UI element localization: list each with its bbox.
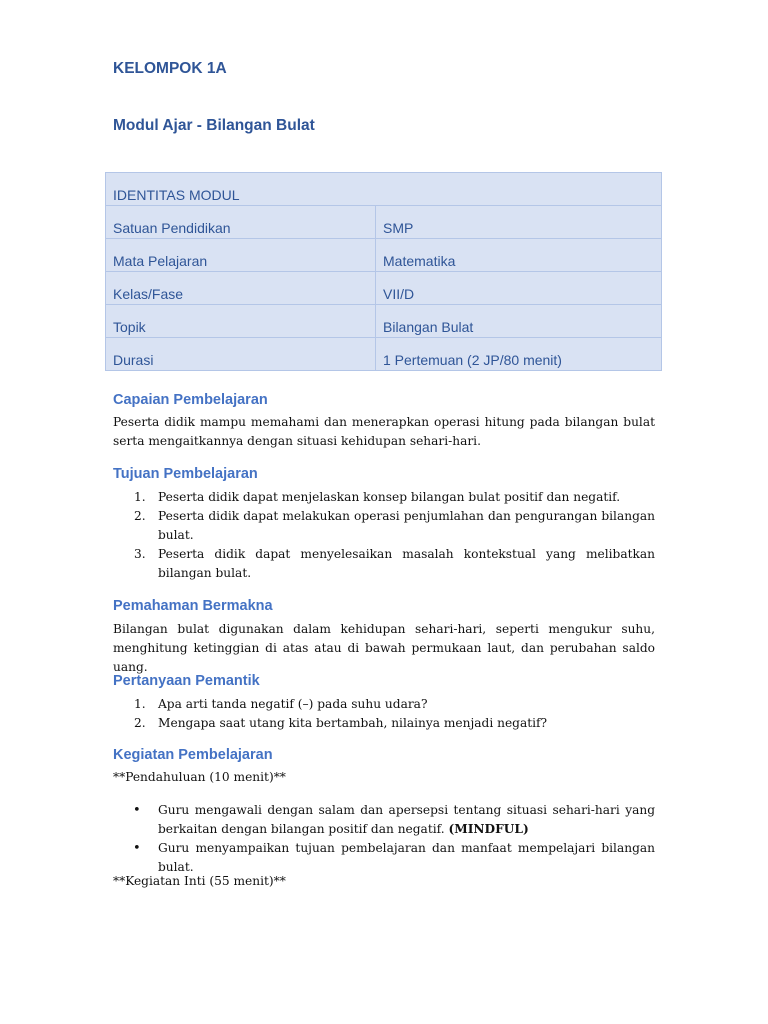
list-item-text: Peserta didik dapat menyelesaikan masalah kontekstual yang melibatkan bilangan bulat. — [158, 547, 655, 580]
list-item — [113, 801, 655, 839]
list-item-text: Guru mengawali dengan salam dan apersepsi tentang situasi sehari-hari yang berkaitan dengan bilangan positif dan negatif. — [158, 803, 655, 836]
identitas-modul-table — [105, 172, 662, 371]
bullet-icon: • — [133, 841, 141, 856]
pemahaman-heading: Pemahaman Bermakna — [113, 598, 273, 614]
row-value: SMP — [376, 206, 662, 239]
list-number: 2. — [134, 509, 146, 523]
list-item-text: Guru menyampaikan tujuan pembelajaran dan manfaat mempelajari bilangan bulat. — [158, 841, 655, 874]
pertanyaan-list — [113, 695, 655, 733]
row-value: VII/D — [376, 272, 662, 305]
pendahuluan-list — [113, 801, 655, 877]
table-row — [106, 206, 662, 239]
row-value: 1 Pertemuan (2 JP/80 menit) — [376, 338, 662, 371]
list-item-text: Mengapa saat utang kita bertambah, nilainya menjadi negatif? — [158, 716, 548, 730]
list-number: 2. — [134, 716, 146, 730]
list-item-text: Peserta didik dapat menjelaskan konsep bilangan bulat positif dan negatif. — [158, 490, 621, 504]
list-item-text: Peserta didik dapat melakukan operasi penjumlahan dan pengurangan bilangan bulat. — [158, 509, 655, 542]
pertanyaan-heading: Pertanyaan Pemantik — [113, 673, 260, 689]
row-label: Kelas/Fase — [106, 272, 376, 305]
row-label: Durasi — [106, 338, 376, 371]
table-row — [106, 338, 662, 371]
list-item — [113, 488, 655, 507]
list-number: 3. — [134, 547, 146, 561]
inti-label: **Kegiatan Inti (55 menit)** — [113, 874, 286, 888]
table-row — [106, 272, 662, 305]
table-heading-cell: IDENTITAS MODUL — [106, 173, 662, 206]
tujuan-list — [113, 488, 655, 583]
list-item — [113, 695, 655, 714]
list-item — [113, 714, 655, 733]
bullet-icon: • — [133, 803, 141, 818]
row-label: Topik — [106, 305, 376, 338]
table-row — [106, 239, 662, 272]
capaian-paragraph: Peserta didik mampu memahami dan menerapkan operasi hitung pada bilangan bulat serta mengaitkannya dengan situasi kehidupan sehari-hari. — [113, 415, 655, 448]
mindful-tag: (MINDFUL) — [448, 822, 529, 836]
list-item — [113, 507, 655, 545]
table-row — [106, 305, 662, 338]
document-title: Modul Ajar - Bilangan Bulat — [113, 117, 315, 134]
list-number: 1. — [134, 490, 146, 504]
pemahaman-paragraph: Bilangan bulat digunakan dalam kehidupan sehari-hari, seperti mengukur suhu, menghitung ketinggian di atas atau di bawah permukaan laut, dan perubahan saldo uang. — [113, 622, 655, 674]
group-heading: KELOMPOK 1A — [113, 60, 227, 77]
capaian-heading: Capaian Pembelajaran — [113, 392, 268, 408]
kegiatan-heading: Kegiatan Pembelajaran — [113, 747, 273, 763]
row-value: Matematika — [376, 239, 662, 272]
row-value: Bilangan Bulat — [376, 305, 662, 338]
list-item-text: Apa arti tanda negatif (–) pada suhu udara? — [158, 697, 428, 711]
row-label: Mata Pelajaran — [106, 239, 376, 272]
table-header-row — [106, 173, 662, 206]
row-label: Satuan Pendidikan — [106, 206, 376, 239]
tujuan-heading: Tujuan Pembelajaran — [113, 466, 258, 482]
pendahuluan-label: **Pendahuluan (10 menit)** — [113, 770, 286, 784]
list-item — [113, 545, 655, 583]
list-number: 1. — [134, 697, 146, 711]
